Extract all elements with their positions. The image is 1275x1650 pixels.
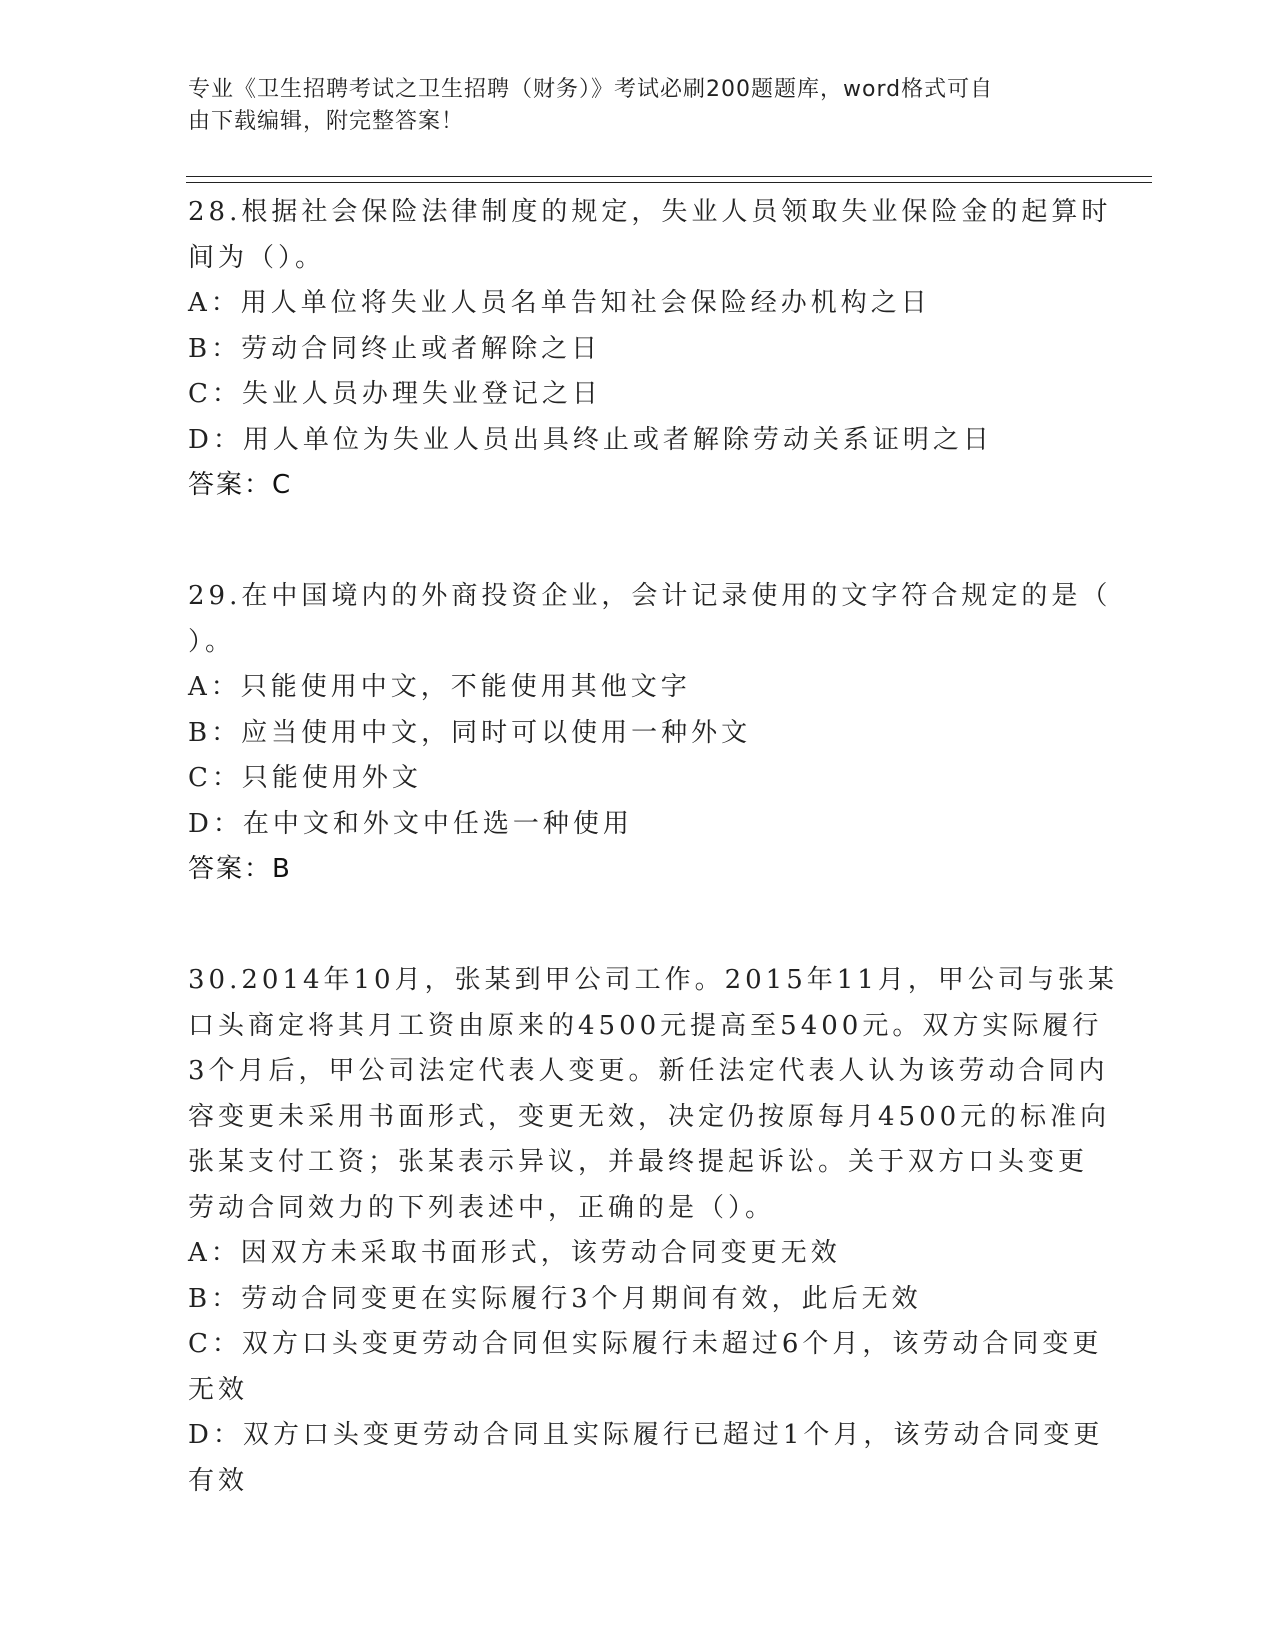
question-28: [188, 190, 1112, 509]
question-29: [188, 574, 1112, 893]
option-d: D：双方口头变更劳动合同且实际履行已超过1个月，该劳动合同变更: [188, 1420, 1104, 1450]
question-stem-line: 28.根据社会保险法律制度的规定，失业人员领取失业保险金的起算时: [188, 197, 1112, 227]
option-a: A：因双方未采取书面形式，该劳动合同变更无效: [188, 1238, 841, 1268]
answer-text: 答案：C: [188, 470, 293, 500]
question-stem-line: 间为（）。: [188, 242, 326, 273]
header-line-2: 由下载编辑，附完整答案！: [188, 109, 465, 134]
option-b: B：劳动合同变更在实际履行3个月期间有效，此后无效: [188, 1283, 922, 1314]
option-c-continued: 无效: [188, 1374, 249, 1405]
option-b: B：劳动合同终止或者解除之日: [188, 333, 602, 364]
header-divider-bottom: [186, 182, 1152, 183]
question-stem-line: 口头商定将其月工资由原来的4500元提高至5400元。双方实际履行: [188, 1010, 1103, 1041]
header-line-1: 专业《卫生招聘考试之卫生招聘（财务）》考试必刷200题题库，word格式可自: [188, 77, 994, 102]
question-stem-line: 劳动合同效力的下列表述中，正确的是（）。: [188, 1192, 776, 1223]
header-divider-top: [186, 176, 1152, 177]
option-a: A：用人单位将失业人员名单告知社会保险经办机构之日: [188, 288, 931, 318]
question-30: [188, 958, 1118, 1504]
answer-text: 答案：B: [188, 854, 292, 884]
document-header: [188, 74, 1088, 138]
question-stem-line: ）。: [188, 626, 236, 657]
option-d-continued: 有效: [188, 1465, 249, 1496]
option-a: A：只能使用中文，不能使用其他文字: [188, 672, 691, 702]
question-stem-line: 容变更未采用书面形式，变更无效，决定仍按原每月4500元的标准向: [188, 1101, 1111, 1132]
question-stem-line: 张某支付工资；张某表示异议，并最终提起诉讼。关于双方口头变更: [188, 1147, 1089, 1177]
spacer: [188, 938, 1088, 958]
option-d: D：在中文和外文中任选一种使用: [188, 808, 633, 839]
option-c: C：双方口头变更劳动合同但实际履行未超过6个月，该劳动合同变更: [188, 1329, 1103, 1359]
option-b: B：应当使用中文，同时可以使用一种外文: [188, 717, 752, 748]
question-stem-line: 3个月后，甲公司法定代表人变更。新任法定代表人认为该劳动合同内: [188, 1056, 1109, 1086]
spacer: [188, 893, 1088, 939]
option-c: C：失业人员办理失业登记之日: [188, 379, 602, 409]
question-stem-line: 30.2014年10月，张某到甲公司工作。2015年11月，甲公司与张某: [188, 965, 1118, 995]
spacer: [188, 554, 1088, 574]
question-list: [188, 190, 1118, 1504]
spacer: [188, 509, 1088, 555]
option-d: D：用人单位为失业人员出具终止或者解除劳动关系证明之日: [188, 424, 993, 455]
question-stem-line: 29.在中国境内的外商投资企业，会计记录使用的文字符合规定的是（: [188, 581, 1112, 611]
option-c: C：只能使用外文: [188, 763, 422, 793]
